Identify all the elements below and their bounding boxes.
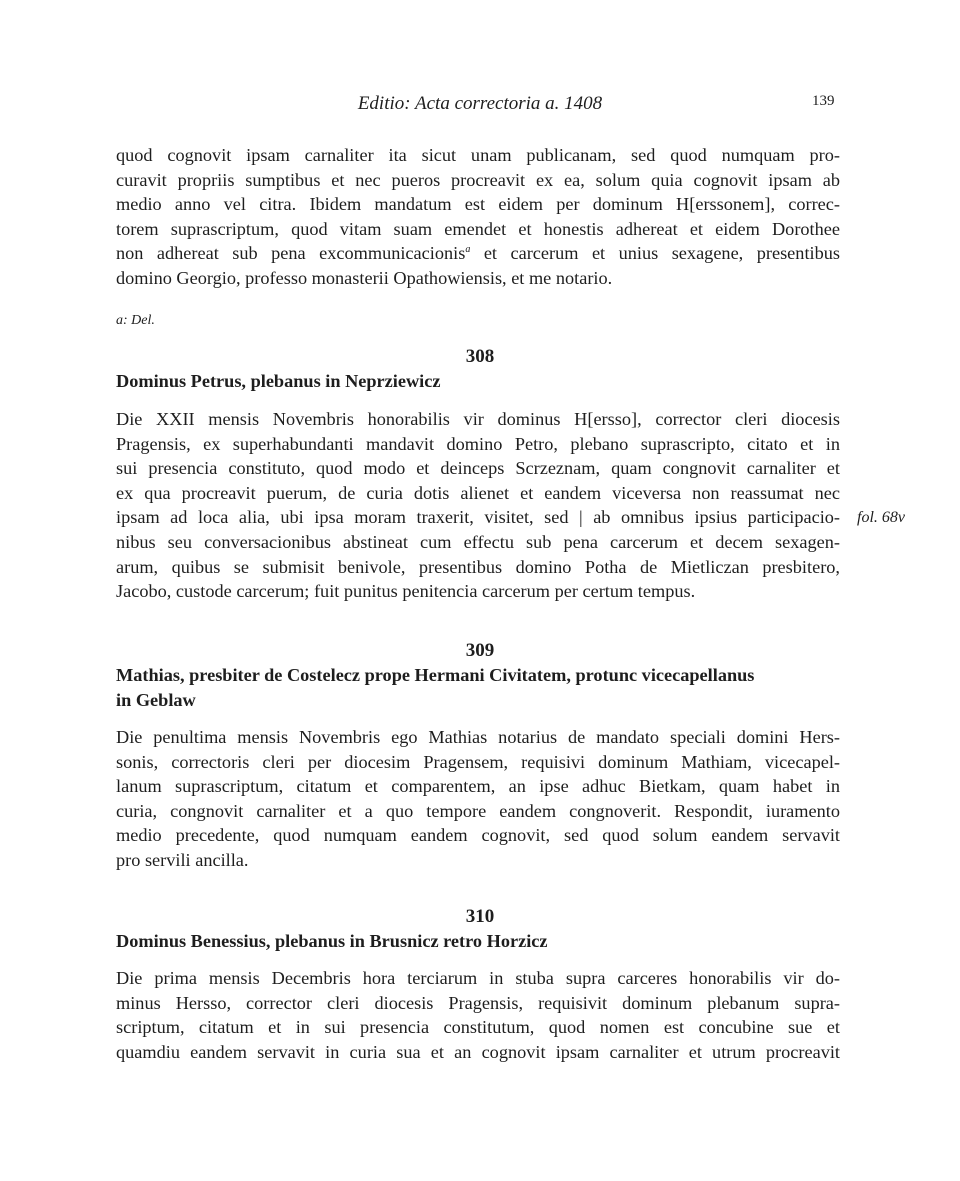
title-line: in Geblaw bbox=[116, 689, 196, 710]
text-line: sui presencia constituto, quod modo et deinceps Scrzeznam, quam congnovit carnaliter et bbox=[116, 458, 840, 479]
text-line: Pragensis, ex superhabundanti mandavit domino Petro, plebano suprascripto, citato et in bbox=[116, 433, 840, 454]
entry-body bbox=[116, 407, 840, 604]
entry-number: 308 bbox=[465, 346, 495, 367]
text-line: arum, quibus se submisit benivole, presentibus domino Potha de Mietliczan presbitero, bbox=[116, 556, 840, 577]
entry-title bbox=[116, 663, 840, 712]
footnote-marker: a bbox=[465, 244, 471, 256]
text-line: Die XXII mensis Novembris honorabilis vir dominus H[ersso], corrector cleri diocesis bbox=[116, 409, 840, 429]
title-line: Mathias, presbiter de Costelecz prope Hermani Civitatem, protunc vicecapellanus bbox=[116, 665, 755, 685]
entry-number: 310 bbox=[465, 906, 495, 927]
text-line: sonis, correctoris cleri per diocesim Pragensem, requisivi dominum Mathiam, vicecapel- bbox=[116, 751, 840, 772]
text-line: curavit propriis sumptibus et nec pueros procreavit ex ea, solum quia cognovit ipsam ab bbox=[116, 169, 840, 190]
text-line: ipsam ad loca alia, ubi ipsa moram traxerit, visitet, sed | ab omnibus ipsius participacio- bbox=[116, 507, 840, 528]
text-line: curia, congnovit carnaliter et a quo tempore eandem congnoverit. Respondit, iuramento bbox=[116, 800, 840, 821]
entry-body bbox=[116, 966, 840, 1064]
text-line: quamdiu eandem servavit in curia sua et an cognovit ipsam carnaliter et utrum procreavit bbox=[116, 1041, 840, 1062]
text-line: minus Hersso, corrector cleri diocesis Pragensis, requisivit dominum plebanum supra- bbox=[116, 992, 840, 1013]
entry-title bbox=[116, 369, 840, 394]
text-line: ex qua procreavit puerum, de curia dotis alienet et eandem viceversa non reassumat nec bbox=[116, 482, 840, 503]
entry-title bbox=[116, 929, 840, 954]
text-line: quod cognovit ipsam carnaliter ita sicut unam publicanam, sed quod numquam pro- bbox=[116, 145, 840, 165]
margin-note: fol. 68v bbox=[857, 509, 905, 526]
text-line: medio anno vel citra. Ibidem mandatum est eidem per dominum H[erssonem], correc- bbox=[116, 194, 840, 215]
text-line: scriptum, citatum et in sui presencia constitutum, quod nomen est concubine sue et bbox=[116, 1017, 840, 1038]
text-line bbox=[116, 241, 840, 266]
text-line: medio precedente, quod numquam eandem cognovit, sed quod solum eandem servavit bbox=[116, 825, 840, 846]
footnote: a: Del. bbox=[116, 313, 155, 328]
page-number: 139 bbox=[812, 93, 835, 109]
text-line: domino Georgio, professo monasterii Opathowiensis, et me notario. bbox=[116, 267, 613, 288]
text-fragment: non adhereat sub pena excommunicacionis bbox=[116, 243, 466, 264]
text-line: Die penultima mensis Novembris ego Mathias notarius de mandato speciali domini Hers- bbox=[116, 727, 840, 747]
title-line: Dominus Petrus, plebanus in Neprziewicz bbox=[116, 371, 441, 391]
text-line: pro servili ancilla. bbox=[116, 849, 249, 870]
text-line: Jacobo, custode carcerum; fuit punitus penitencia carcerum per certum tempus. bbox=[116, 581, 696, 602]
text-line: nibus seu conversacionibus abstineat cum effectu sub pena carcerum et decem sexagen- bbox=[116, 531, 840, 552]
entry-number: 309 bbox=[465, 640, 495, 661]
text-line: lanum suprascriptum, citatum et comparentem, an ipse adhuc Bietkam, quam habet in bbox=[116, 776, 840, 797]
text-line: torem suprascriptum, quod vitam suam emendet et honestis adhereat et eidem Dorothee bbox=[116, 218, 840, 239]
text-line: Die prima mensis Decembris hora terciarum in stuba supra carceres honorabilis vir do- bbox=[116, 968, 840, 988]
running-header-title: Editio: Acta correctoria a. 1408 bbox=[357, 93, 603, 114]
intro-paragraph bbox=[116, 143, 840, 291]
title-line: Dominus Benessius, plebanus in Brusnicz retro Horzicz bbox=[116, 931, 548, 951]
entry-body bbox=[116, 725, 840, 873]
text-fragment: et carcerum et unius sexagene, presentibus bbox=[483, 243, 840, 264]
